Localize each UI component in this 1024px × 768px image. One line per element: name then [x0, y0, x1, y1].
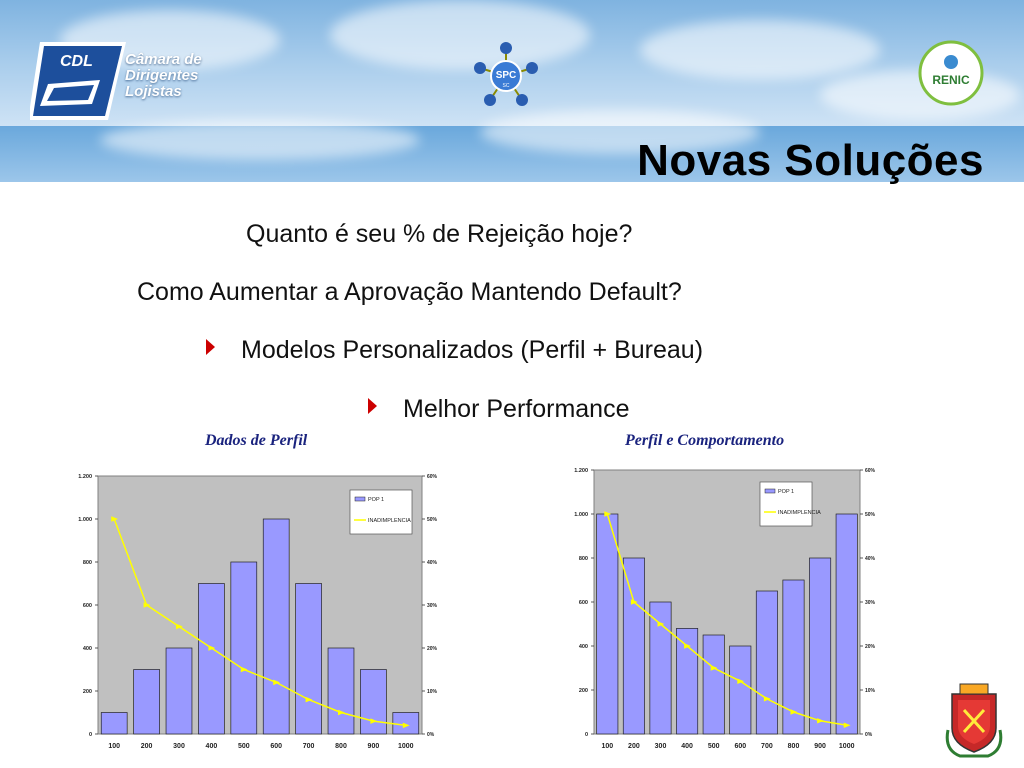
- bar: [703, 635, 724, 734]
- y-right-tick-label: 20%: [865, 644, 876, 650]
- cdl-caption-line-1: Câmara de: [125, 51, 202, 68]
- y-right-tick-label: 10%: [427, 689, 438, 695]
- bullet-label: Modelos Personalizados (Perfil + Bureau): [241, 336, 704, 364]
- y-right-tick-label: 50%: [427, 517, 438, 523]
- y-left-tick-label: 600: [82, 603, 92, 609]
- bar: [360, 670, 386, 735]
- x-tick-label: 300: [173, 743, 185, 750]
- spc-logo-text: SPC: [495, 70, 517, 81]
- y-left-tick-label: 800: [82, 560, 92, 566]
- y-left-tick-label: 200: [578, 688, 588, 694]
- bar: [650, 602, 671, 734]
- question-rejection: Quanto é seu % de Rejeição hoje?: [246, 220, 633, 248]
- x-tick-label: 100: [108, 743, 121, 750]
- bar: [198, 584, 224, 735]
- y-left-tick-label: 800: [578, 556, 588, 562]
- y-right-tick-label: 30%: [427, 603, 438, 609]
- x-tick-label: 800: [787, 743, 800, 750]
- bar: [756, 591, 777, 734]
- bar: [730, 646, 751, 734]
- x-tick-label: 400: [205, 743, 218, 750]
- bullet-arrow-icon: [368, 398, 377, 414]
- bar: [231, 562, 257, 734]
- bar: [836, 514, 857, 734]
- bar: [809, 558, 830, 734]
- legend-label: INADIMPLENCIA: [368, 518, 411, 524]
- legend-label: POP 1: [778, 489, 795, 495]
- cdl-caption-line-2: Dirigentes: [125, 67, 199, 84]
- x-tick-label: 200: [140, 743, 153, 750]
- bullet-label: Melhor Performance: [403, 395, 630, 423]
- x-tick-label: 900: [367, 743, 380, 750]
- bar: [676, 628, 697, 734]
- y-right-tick-label: 40%: [865, 556, 876, 562]
- y-left-tick-label: 1.200: [574, 468, 588, 474]
- x-tick-label: 400: [681, 743, 693, 750]
- bullet-arrow-icon: [206, 339, 215, 355]
- chart-title-profile: Dados de Perfil: [205, 432, 308, 449]
- y-right-tick-label: 60%: [865, 468, 876, 474]
- y-left-tick-label: 600: [578, 600, 588, 606]
- legend-label: INADIMPLENCIA: [778, 510, 821, 516]
- bullet-item: [206, 336, 703, 365]
- x-tick-label: 600: [270, 743, 283, 750]
- cdl-caption: [125, 52, 202, 100]
- question-approval: Como Aumentar a Aprovação Mantendo Default?: [137, 278, 682, 306]
- x-tick-label: 500: [237, 743, 250, 750]
- x-tick-label: 800: [335, 743, 347, 750]
- y-right-tick-label: 50%: [865, 512, 876, 518]
- y-right-tick-label: 40%: [427, 560, 438, 566]
- page-title: Novas Soluções: [637, 136, 984, 185]
- cdl-logo-text: CDL: [60, 53, 93, 70]
- cdl-caption-line-3: Lojistas: [125, 83, 182, 100]
- x-tick-label: 300: [654, 743, 667, 750]
- x-tick-label: 600: [734, 743, 747, 750]
- bar: [263, 519, 289, 734]
- bar: [166, 648, 192, 734]
- bar: [393, 713, 419, 735]
- y-right-tick-label: 0%: [865, 732, 873, 738]
- bullet-item: [368, 395, 629, 424]
- y-right-tick-label: 20%: [427, 646, 438, 652]
- legend-swatch-bar: [355, 497, 365, 501]
- y-left-tick-label: 1.000: [574, 512, 588, 518]
- spc-logo: [470, 40, 542, 112]
- y-left-tick-label: 1.000: [78, 517, 92, 523]
- x-tick-label: 1000: [838, 743, 855, 750]
- renic-logo: [918, 40, 984, 106]
- chart-profile: [66, 462, 450, 762]
- spc-logo-subtext: SC: [502, 83, 510, 89]
- y-right-tick-label: 30%: [865, 600, 876, 606]
- y-left-tick-label: 1.200: [78, 474, 92, 480]
- renic-logo-text: RENIC: [932, 73, 970, 87]
- x-tick-label: 1000: [398, 743, 414, 750]
- x-tick-label: 100: [601, 743, 614, 750]
- state-crest-icon: [944, 680, 1004, 760]
- y-right-tick-label: 60%: [427, 474, 438, 480]
- legend-swatch-bar: [765, 489, 775, 493]
- x-tick-label: 900: [814, 743, 826, 750]
- cdl-logo: [30, 34, 130, 124]
- x-tick-label: 200: [628, 743, 640, 750]
- x-tick-label: 700: [302, 743, 315, 750]
- x-tick-label: 700: [761, 743, 773, 750]
- y-left-tick-label: 0: [584, 732, 588, 738]
- chart-behavior: [562, 458, 880, 758]
- x-tick-label: 500: [707, 743, 720, 750]
- bar: [101, 713, 127, 735]
- y-right-tick-label: 10%: [865, 688, 876, 694]
- y-left-tick-label: 400: [578, 644, 588, 650]
- bar: [328, 648, 354, 734]
- bar: [296, 584, 322, 735]
- bar: [597, 514, 618, 734]
- bar: [134, 670, 160, 735]
- chart-title-behavior: Perfil e Comportamento: [625, 432, 785, 449]
- y-right-tick-label: 0%: [427, 732, 435, 738]
- y-left-tick-label: 0: [88, 732, 92, 738]
- y-left-tick-label: 400: [82, 646, 92, 652]
- y-left-tick-label: 200: [82, 689, 92, 695]
- legend-label: POP 1: [368, 497, 385, 503]
- bar: [623, 558, 644, 734]
